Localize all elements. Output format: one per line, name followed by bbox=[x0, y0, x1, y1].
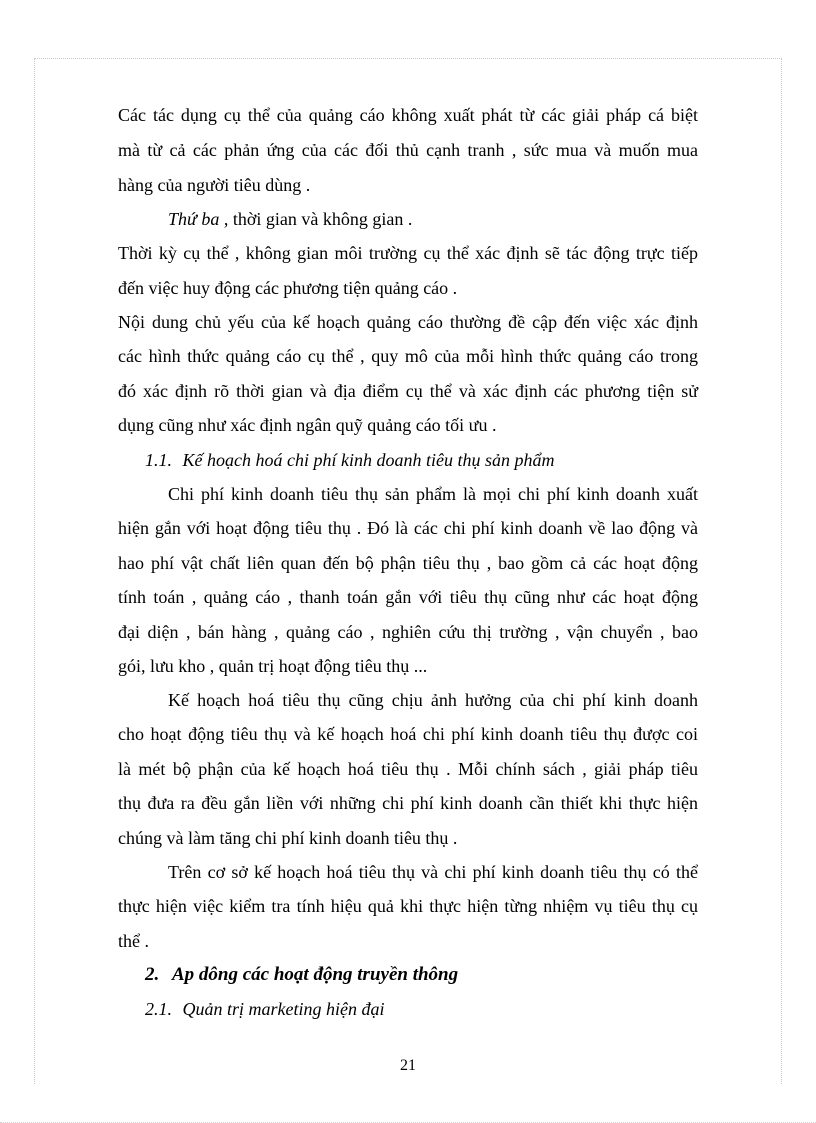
text-line: thụ đưa ra đều gắn liền với những chi phí kinh doanh cần thiết khi thực hiện bbox=[118, 793, 698, 813]
text-span: , thời gian và không gian . bbox=[219, 209, 413, 229]
heading-number: 2.1. bbox=[145, 999, 172, 1019]
text-line: cho hoạt động tiêu thụ và kế hoạch hoá chi phí kinh doanh tiêu thụ được coi bbox=[118, 724, 698, 744]
heading-text: Ap dông các hoạt động truyền thông bbox=[172, 964, 459, 985]
heading-number: 1.1. bbox=[145, 450, 172, 470]
text-line: Nội dung chủ yếu của kế hoạch quảng cáo thường đề cập đến việc xác định bbox=[118, 312, 698, 332]
text-line: Chi phí kinh doanh tiêu thụ sản phẩm là mọi chi phí kinh doanh xuất bbox=[168, 484, 698, 504]
text-line: mà từ cả các phản ứng của các đối thủ cạnh tranh , sức mua và muốn mua bbox=[118, 140, 698, 160]
text-line: thực hiện việc kiểm tra tính hiệu quả khi thực hiện từng nhiệm vụ tiêu thụ cụ bbox=[118, 896, 698, 916]
text-line: Thời kỳ cụ thể , không gian môi trường cụ thể xác định sẽ tác động trực tiếp bbox=[118, 243, 698, 263]
text-line: chúng và làm tăng chi phí kinh doanh tiêu thụ . bbox=[118, 828, 458, 848]
text-line: là mét bộ phận của kế hoạch hoá tiêu thụ . Mỗi chính sách , giải pháp tiêu bbox=[118, 759, 698, 779]
heading-text: Quản trị marketing hiện đại bbox=[182, 999, 385, 1019]
text-line: các hình thức quảng cáo cụ thể , quy mô của mỗi hình thức quảng cáo trong bbox=[118, 346, 698, 366]
emphasis-text: Thứ ba bbox=[168, 209, 220, 229]
text-line: hiện gắn với hoạt động tiêu thụ . Đó là các chi phí kinh doanh về lao động và bbox=[118, 518, 698, 538]
text-line: dụng cũng như xác định ngân quỹ quảng cáo tối ưu . bbox=[118, 415, 497, 435]
text-line: hàng của người tiêu dùng . bbox=[118, 175, 311, 195]
section-heading-1-1 bbox=[145, 448, 554, 472]
section-heading-2-1 bbox=[145, 997, 384, 1021]
heading-number: 2. bbox=[145, 964, 160, 985]
heading-text: Kế hoạch hoá chi phí kinh doanh tiêu thụ sản phẩm bbox=[182, 450, 555, 470]
text-line: Kế hoạch hoá tiêu thụ cũng chịu ảnh hưởng của chi phí kinh doanh bbox=[168, 690, 698, 710]
page-number: 21 bbox=[400, 1057, 416, 1074]
text-line: đại diện , bán hàng , quảng cáo , nghiên cứu thị trường , vận chuyển , bao bbox=[118, 622, 698, 642]
text-line: hao phí vật chất liên quan đến bộ phận tiêu thụ , bao gồm cả các hoạt động bbox=[118, 553, 698, 573]
text-line: đến việc huy động các phương tiện quảng cáo . bbox=[118, 278, 458, 298]
text-line: gói, lưu kho , quản trị hoạt động tiêu thụ ... bbox=[118, 656, 428, 676]
text-line: tính toán , quảng cáo , thanh toán gắn với tiêu thụ cũng như các hoạt động bbox=[118, 587, 698, 607]
text-line bbox=[168, 207, 412, 231]
text-line: đó xác định rõ thời gian và địa điểm cụ thể và xác định các phương tiện sử bbox=[118, 381, 698, 401]
section-heading-2 bbox=[145, 963, 458, 987]
text-line: Trên cơ sở kế hoạch hoá tiêu thụ và chi phí kinh doanh tiêu thụ có thể bbox=[168, 862, 698, 882]
text-line: Các tác dụng cụ thể của quảng cáo không xuất phát từ các giải pháp cá biệt bbox=[118, 105, 698, 125]
text-line: thể . bbox=[118, 931, 149, 951]
